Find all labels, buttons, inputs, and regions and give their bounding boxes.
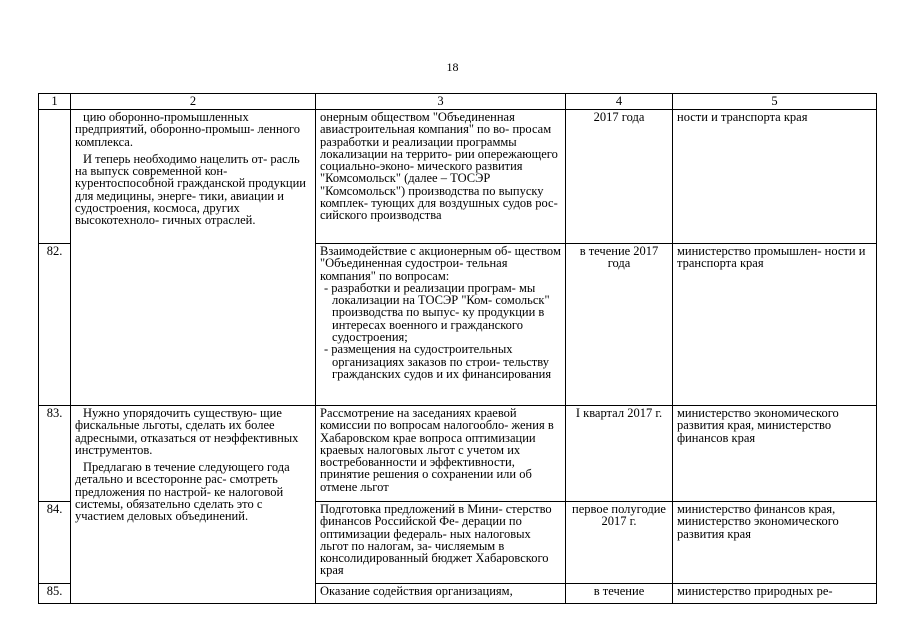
address-text-cell [71, 110, 316, 406]
plan-table [38, 93, 877, 604]
deadline-cell: первое полугодие 2017 г. [566, 502, 673, 584]
measure-cell: Рассмотрение на заседаниях краевой комиссии по вопросам налогообло- жения в Хабаровском крае вопроса оптимизации краевых налоговых льгот с учетом их востребованности и эффективности, принятие решения о сохранении или об отмене льгот [316, 406, 566, 502]
measure-cell [316, 244, 566, 406]
table-row [39, 110, 877, 244]
measure-cell: Подготовка предложений в Мини- стерство финансов Российской Фе- дерации по оптимизации федераль- ных налоговых льгот по налогам, за- числяемым в консолидированный бюджет Хабаровского края [316, 502, 566, 584]
measure-intro: Взаимодействие с акционерным об- ществом "Объединенная судострои- тельная компания" по вопросам: [320, 244, 561, 283]
header-cell: 5 [673, 94, 877, 110]
deadline-cell: в течение 2017 года [566, 244, 673, 406]
responsible-cell: министерство промышлен- ности и транспорта края [673, 244, 877, 406]
list-item: - размещения на судостроительных организациях заказов по строи- тельству гражданских судов и их финансирования [320, 343, 561, 380]
address-paragraph: И теперь необходимо нацелить от- расль на выпуск современной кон- курентоспособной гражданской продукции для медицины, энерге- тики, авиации и судостроения, космоса, других высокотехноло- гичных отраслей. [75, 151, 306, 228]
address-text-cell [71, 406, 316, 604]
deadline-cell: I квартал 2017 г. [566, 406, 673, 502]
table-header-row [39, 94, 877, 110]
page-number: 18 [446, 60, 459, 74]
responsible-cell: министерство природных ре- [673, 584, 877, 604]
list-item: - разработки и реализации програм- мы локализации на ТОСЭР "Ком- сомольск" производства по выпус- ку продукции в интересах военного и гражданского судостроения; [320, 282, 561, 343]
table-row [39, 406, 877, 502]
row-number: 83. [39, 406, 71, 502]
address-paragraph: цию оборонно-промышленных предприятий, оборонно-промыш- ленного комплекса. [75, 110, 300, 149]
deadline-cell: 2017 года [566, 110, 673, 244]
responsible-cell: министерство экономического развития края, министерство финансов края [673, 406, 877, 502]
deadline-cell: в течение [566, 584, 673, 604]
address-paragraph: Нужно упорядочить существую- щие фискальные льготы, сделать их более адресными, отказаться от неэффективных инструментов. [75, 406, 299, 457]
row-number: 82. [39, 244, 71, 406]
header-cell: 1 [39, 94, 71, 110]
measure-cell: Оказание содействия организациям, [316, 584, 566, 604]
header-cell: 2 [71, 94, 316, 110]
measure-list [320, 282, 561, 380]
row-number: 85. [39, 584, 71, 604]
header-cell: 3 [316, 94, 566, 110]
header-cell: 4 [566, 94, 673, 110]
responsible-cell: ности и транспорта края [673, 110, 877, 244]
row-number: 84. [39, 502, 71, 584]
measure-cell: онерным обществом "Объединенная авиастроительная компания" по во- просам разработки и реализации программы локализации на террито- рии опережающего социально-эконо- мического развития "Комсомольск" (далее – ТОСЭР "Комсомольск") производства по выпуску комплек- тующих для воздушных судов рос- сийского производства [316, 110, 566, 244]
responsible-cell: министерство финансов края, министерство экономического развития края [673, 502, 877, 584]
address-paragraph: Предлагаю в течение следующего года детально и всесторонне рас- смотреть предложения по настрой- ке налоговой системы, обязательно сделать это с участием деловых объединений. [75, 460, 290, 524]
row-number [39, 110, 71, 244]
